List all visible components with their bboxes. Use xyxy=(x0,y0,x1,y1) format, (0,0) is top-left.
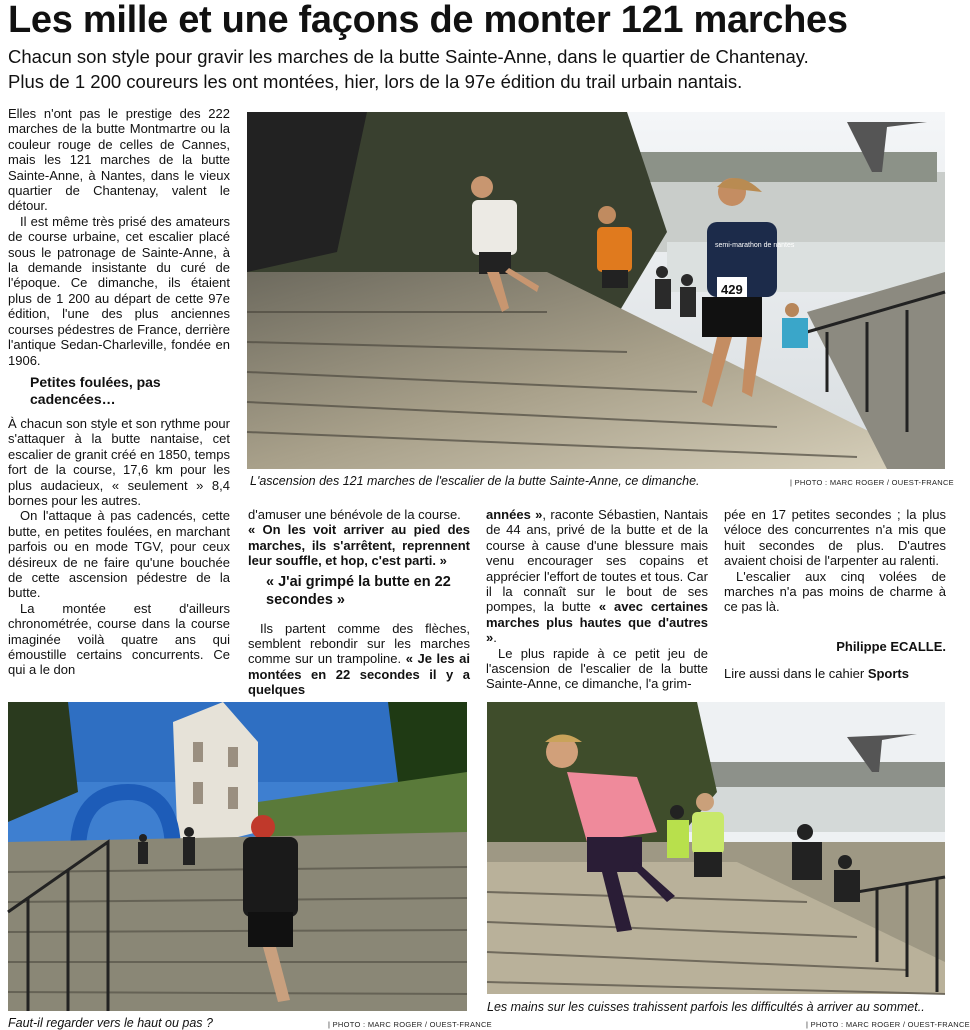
headline: Les mille et une façons de monter 121 marches xyxy=(8,0,848,41)
paragraph: pée en 17 petites secondes ; la plus véloce des concurrentes n'a mis que huit secondes de plus. D'autres avaient choisi de l'arpenter au ralenti. xyxy=(724,507,946,569)
article-column-2 xyxy=(248,507,470,698)
pull-quote: « J'ai grimpé la butte en 22 secondes » xyxy=(266,573,451,608)
article-column-1 xyxy=(8,106,230,678)
photo-top-caption: L'ascension des 121 marches de l'escalier de la butte Sainte-Anne, ce dimanche. xyxy=(250,474,700,488)
see-also-prefix: Lire aussi dans le cahier xyxy=(724,666,868,682)
subheading: Petites foulées, pas cadencées… xyxy=(30,373,161,407)
photo-bottom-right-credit: | PHOTO : MARC ROGER / OUEST-FRANCE xyxy=(806,1020,970,1029)
paragraph: La montée est d'ailleurs chronométrée, course dans la course imaginée voilà quatre ans qui émoustille certains concurrents. Ce qui a le don xyxy=(8,600,230,678)
photo-bottom-left xyxy=(8,702,467,1011)
photo-top-staircase xyxy=(247,112,945,469)
paragraph: Il est même très prisé des amateurs de course urbaine, cet escalier placé sous le patronage de Sainte-Anne, à la demande insistante du curé de l'époque. Ce dimanche, ils étaient plus de 1 200 au départ de cette 97e édition, l'une des plus anciennes courses pédestres de France, derrière l'antique Sedan-Charleville, fondée en 1906. xyxy=(8,213,230,368)
paragraph-text: Ils partent comme des flèches, semblent rebondir sur les marches comme sur un trampoline. xyxy=(248,620,470,667)
paragraph: d'amuser une bénévole de la course. xyxy=(248,507,461,522)
bib-number: 429 xyxy=(721,282,743,297)
paragraph: À chacun son style et son rythme pour s'attaquer à la butte nantaise, cet escalier de granit créé en 1850, temps fort de la course, 17,6 km pour les plus audacieux, « seulement » 8,4 bornes pour les autres. xyxy=(8,415,230,508)
photo-top-credit: | PHOTO : MARC ROGER / OUEST-FRANCE xyxy=(790,478,954,487)
deck-line-1: Chacun son style pour gravir les marches de la butte Sainte-Anne, dans le quartier de Chantenay. xyxy=(8,46,809,67)
quote: « avec certaines marches plus hautes que d'autres » xyxy=(486,599,708,646)
article-column-3 xyxy=(486,507,708,692)
see-also xyxy=(724,666,946,681)
paragraph-end: . xyxy=(493,630,497,646)
photo-bottom-right-caption: Les mains sur les cuisses trahissent parfois les difficultés à arriver au sommet.. xyxy=(487,1000,925,1014)
paragraph: Elles n'ont pas le prestige des 222 marches de la butte Montmartre ou la couleur rouge de celles de Cannes, mais les 121 marches de la butte Sainte-Anne, à Nantes, dans le vieux quartier de Chantenay, valent le détour. xyxy=(8,106,230,214)
paragraph: On l'attaque à pas cadencés, cette butte, en petites foulées, en marchant parfois ou en mode TGV, pour ceux désireux de ne faire qu'une bouchée de cette ascension pédestre de la butte. xyxy=(8,508,230,601)
quote: « Je les ai montées en 22 secondes il y a quelques xyxy=(248,651,470,698)
quote: « On les voit arriver au pied des marches, ils s'arrêtent, reprennent leur souffle, et hop, c'est parti. » xyxy=(248,522,470,569)
byline: Philippe ECALLE. xyxy=(836,638,946,654)
photo-bottom-left-caption: Faut-il regarder vers le haut ou pas ? xyxy=(8,1016,213,1030)
paragraph: L'escalier aux cinq volées de marches n'a pas moins de charme à ce pas là. xyxy=(724,568,946,615)
paragraph: Le plus rapide à ce petit jeu de l'ascension de l'escalier de la butte Sainte-Anne, ce dimanche, l'a grim- xyxy=(486,645,708,692)
deck-line-2: Plus de 1 200 coureurs les ont montées, hier, lors de la 97e édition du trail urbain nantais. xyxy=(8,71,743,92)
paragraph-text: , raconte Sébastien, Nantais de 44 ans, privé de la butte et de la course à cause d'une blessure mais venu encourager ses copains et apprécier l'effort de toutes et tous. Car il la connaît sur le bout de ses pompes, la butte xyxy=(486,507,708,615)
paragraph xyxy=(486,507,708,646)
quote-end: années » xyxy=(486,507,543,522)
see-also-section: Sports xyxy=(867,666,909,682)
paragraph xyxy=(248,621,470,698)
photo-bottom-left-credit: | PHOTO : MARC ROGER / OUEST-FRANCE xyxy=(328,1020,492,1029)
deck xyxy=(8,44,948,94)
shirt-text: semi-marathon de nantes xyxy=(715,242,795,249)
article-column-4 xyxy=(724,507,946,682)
photo-bottom-right xyxy=(487,702,945,994)
